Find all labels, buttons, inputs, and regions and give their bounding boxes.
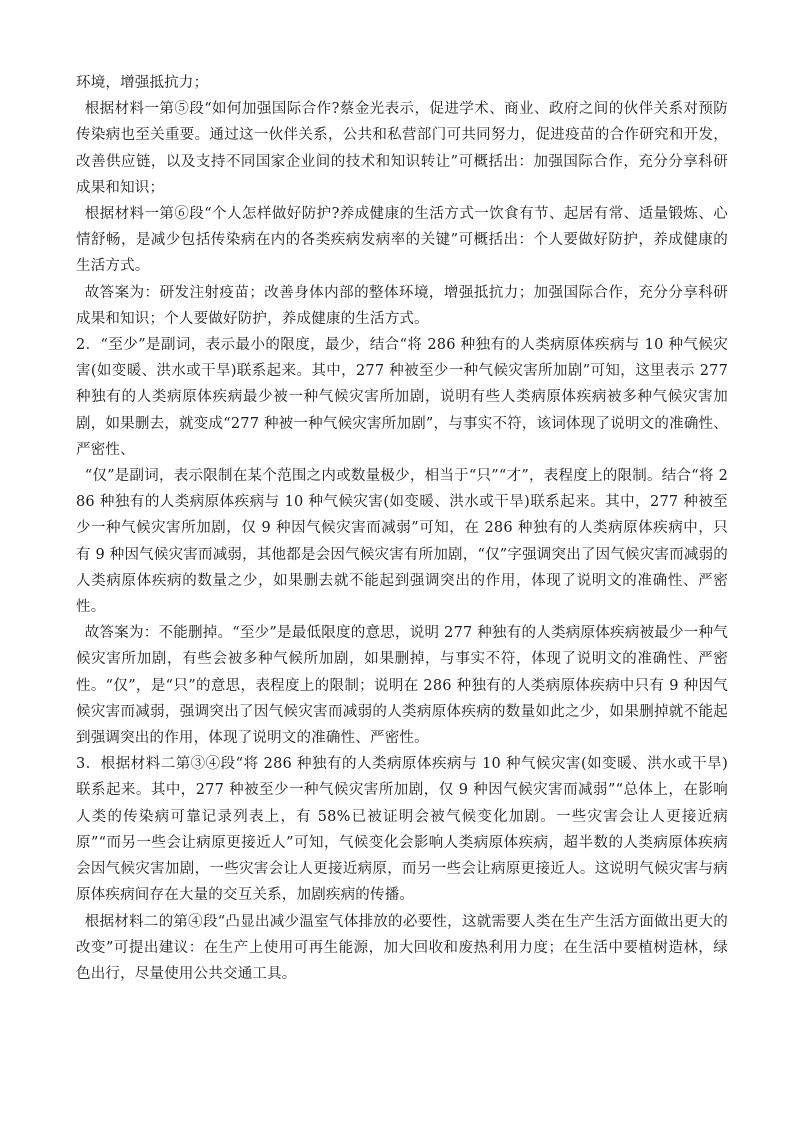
paragraph-7: 故答案为：不能删掉。“至少”是最低限度的意思，说明 277 种独有的人类病原体疾病被最少一种气候灾害所加剧，有些会被多种气候所加剧，如果删掉，与事实不符，体现了说明文的准确性、严密性。“仅”，是“只”的意思，表程度上的限制；说明在 286 种独有的人类病原体疾病中只有 9 种因气候灾害而减弱，强调突出了因气候灾害而减弱的人类病原体疾病的数量如此之少，如果删掉就不能起到强调突出的作用，体现了说明文的准确性、严密性。 (76, 625, 728, 747)
answer-body (76, 70, 728, 987)
paragraph-9: 根据材料二的第④段“凸显出减少温室气体排放的必要性，这就需要人类在生产生活方面做出更大的改变”可提出建议：在生产上使用可再生能源，加大回收和废热利用力度；在生活中要植树造林，绿色出行，尽量使用公共交通工具。 (76, 913, 728, 982)
paragraph-6: “仅”是副词，表示限制在某个范围之内或数量极少，相当于“只”“才”，表程度上的限制。结合“将 286 种独有的人类病原体疾病与 10 种气候灾害(如变暖、洪水或干旱)联系起来。其中，277 种被至少一种气候灾害所加剧，仅 9 种因气候灾害而减弱”可知，在 286 种独有的人类病原体疾病中，只有 9 种因气候灾害而减弱，其他都是会因气候灾害有所加剧，“仅”字强调突出了因气候灾害而减弱的人类病原体疾病的数量之少，如果删去就不能起到强调突出的作用，体现了说明文的准确性、严密性。 (76, 468, 728, 616)
paragraph-3: 根据材料一第⑥段“个人怎样做好防护?养成健康的生活方式一饮食有节、起居有常、适量锻炼、心情舒畅，是减少包括传染病在内的各类疾病发病率的关键”可概括出：个人要做好防护，养成健康的生活方式。 (76, 206, 728, 275)
paragraph-5: 2．“至少”是副词，表示最小的限度，最少，结合“将 286 种独有的人类病原体疾病与 10 种气候灾害(如变暖、洪水或干旱)联系起来。其中，277 种被至少一种气候灾害所加剧”可知，这里表示 277 种独有的人类病原体疾病最少被一种气候灾害所加剧，说明有些人类病原体疾病被多种气候灾害加剧，如果删去，就变成“277 种被一种气候灾害所加剧”，与事实不符，该词体现了说明文的准确性、严密性、 (76, 337, 728, 458)
paragraph-8: 3．根据材料二第③④段“将 286 种独有的人类病原体疾病与 10 种气候灾害(如变暖、洪水或干旱)联系起来。其中，277 种被至少一种气候灾害所加剧，仅 9 种因气候灾害而减弱”“总体上，在影响人类的传染病可靠记录列表上，有 58%已被证明会被气候变化加剧。一些灾害会让人更接近病原”“而另一些会让病原更接近人”可知，气候变化会影响人类病原体疾病，超半数的人类病原体疾病会因气候灾害加剧，一些灾害会让人更接近病原，而另一些会让病原更接近人。这说明气候灾害与病原体疾病间存在大量的交互关系，加剧疾病的传播。 (76, 756, 728, 904)
paragraph-1: 环境，增强抵抗力； (76, 75, 209, 91)
paragraph-4: 故答案为：研发注射疫苗；改善身体内部的整体环境，增强抵抗力；加强国际合作，充分分享科研成果和知识；个人要做好防护，养成健康的生活方式。 (76, 284, 728, 327)
paragraph-2: 根据材料一第⑤段“如何加强国际合作?蔡金光表示，促进学术、商业、政府之间的伙伴关系对预防传染病也至关重要。通过这一伙伴关系，公共和私营部门可共同努力，促进疫苗的合作研究和开发，改善供应链，以及支持不同国家企业间的技术和知识转让”可概括出：加强国际合作，充分分享科研成果和知识； (76, 101, 728, 196)
